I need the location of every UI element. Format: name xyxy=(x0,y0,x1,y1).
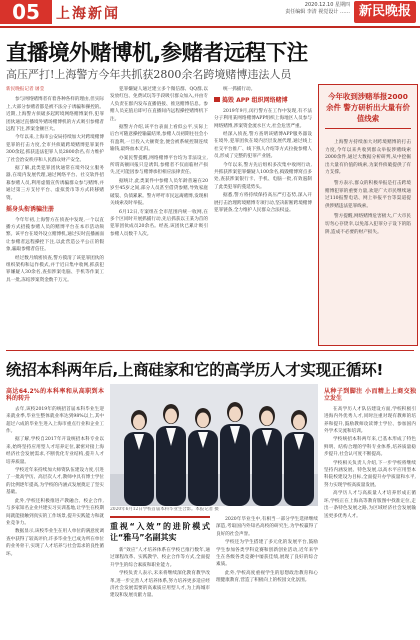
paragraph: 学校统招本科两年来,已基本形成了特色鲜明、结构合理的学科专业体系,培养质量稳步提升,社会认可度不断提高。 xyxy=(324,437,416,458)
paragraph: 据统计,此类案件中参赌人员年龄普遍在20岁至45岁之间,部分人员甚至借贷参赌,导致家庭破裂、负债累累。警方呼吁市民远离赌博,发现相关线索及时举报。 xyxy=(110,178,208,207)
story3-subheading: 捣毁 APP 组织网络赌博 xyxy=(214,97,312,104)
paragraph: 统一抓捕行动。 xyxy=(223,87,256,92)
header-divider xyxy=(0,26,420,28)
red-bar-icon xyxy=(214,97,220,102)
paragraph: 据悉,警方将持续保持高压严打态势,深入开展打击治理跨境赌博专项行动,坚决斩断跨境赌博犯罪链条,全力维护人民群众合法权益。 xyxy=(214,193,312,214)
story2-column xyxy=(110,86,208,344)
story1-column xyxy=(6,86,104,344)
story4-column xyxy=(6,384,104,636)
photo-caption: 2020年6月12日学校首届本科毕业生合影。本报记者 摄 xyxy=(110,507,219,512)
paragraph: 数据显示,该校毕业生在用人单位的满意度调查中获得了较高评价,许多毕业生已成为所在单位的业务骨干,实现了人才培养与社会需求的良性循环。 xyxy=(6,529,104,557)
paragraph: 犯罪嫌疑人通过建立多个微信群、QQ群,以发放红包、免费试玩等手段吸引群众加入,并由专人负责在群内发布直播链接、推送赌博信息。参赌人员充值后即可在直播间内远程操控赌博机下注。 xyxy=(110,87,208,122)
header-meta xyxy=(270,2,350,16)
paragraph: 高学历人才与高质量人才培养形成正循环,学校正在上海高等教育版图中找准定位,走出一条特色发展之路,为区域经济社会发展输送更多优秀人才。 xyxy=(324,491,416,519)
paragraph: 学校负责人表示,未来将继续深化教育教学改革,进一步完善人才培养体系,努力培养更多适应经济社会发展需要的高素质应用型人才,为上海城市建设和发展贡献力量。 xyxy=(110,571,210,599)
section-title: 上海新闻 xyxy=(56,6,120,22)
paragraph: 学校相关负责人介绍,下一步学校将继续坚持内涵发展、特色发展,以高水平应用型本科院校建设为目标,全面提升办学质量和水平,努力实现学校高质量发展。 xyxy=(324,460,416,488)
paragraph: 今年以来,警方先后组织多次集中收网行动,共抓获涉案犯罪嫌疑人100余名,捣毁赌博窝点多处,查获涉案银行卡、手机、电脑一批,有效遏制了此类犯罪的蔓延势头。 xyxy=(214,162,312,190)
sidebar-box xyxy=(318,84,418,346)
paragraph: 办案民警提醒,网络赌博平台均为非法设立,所谓高额回报只是诱饵,参赌者不仅面临财产损失,还可能因参与赌博承担相应法律责任。 xyxy=(110,155,208,176)
paragraph: 参与网络赌博者有着各种各样的理由,但实际上,大部分参赌者都是被不法分子诱骗和操控的。近期,上海警方侦破多起跨境网络赌博案件,犯罪团伙通过直播境外赌场赌博机的方式吸引参赌者远程下注,涉案金额巨大。 xyxy=(6,97,104,133)
paragraph: 据了解,此类犯罪团伙通常在境外设立服务器,在境内发展代理,通过网络平台、社交软件招募参赌人员,利用虚假宣传诱骗群众参与赌博,并通过第三方支付平台、虚拟货币等方式转移赌资。 xyxy=(6,166,104,201)
paragraph: 据了解,学校自2017年开设统招本科专业以来,始终坚持应用型人才培养定位,紧密对接上海经济社会发展需求,不断优化专业结构,提升人才培养质量。 xyxy=(6,437,104,465)
paragraph: 2019年9月,闵行警方在工作中发现,有不法分子利用某网络赌博APP组织上海地区人员参与网络赌博,涉案资金流水巨大,社会危害严重。 xyxy=(214,108,312,129)
paragraph: 警方表示,群众的积极举报是打击跨境赌博犯罪的重要力量,欢迎广大市民继续通过110报警电话、网上举报平台等渠道提供涉赌违法犯罪线索。 xyxy=(325,180,411,209)
graduates-photo xyxy=(110,384,318,506)
section-number: 05 xyxy=(0,0,52,24)
paragraph: 今年年初,上海警方在侦查中发现,一个以直播方式招揽参赌人员的赌博平台在本市活动频繁。该平台在境外设立赌博机,通过实时直播画面让参赌者远程操控下注,以此营造公平公正的假象,骗取参赌者信任。 xyxy=(6,217,104,253)
paragraph: 学校近年来持续加大师资队伍建设力度,引进了一批高学历、高层次人才,教师中具有博士学位的比例逐年提高,为学校的内涵式发展奠定了坚实基础。 xyxy=(6,468,104,496)
story7-subheading: 从种子到脚注 小而精上上商交独立发生 xyxy=(324,388,416,403)
section-divider xyxy=(6,350,414,351)
paragraph: 今年以来,上海市公安局持续加大对跨境赌博犯罪的打击力度,全市共侦破跨境赌博犯罪案件300余起,抓获违法犯罪人员2800余名,有力维护了社会治安秩序和人民群众财产安全。 xyxy=(6,135,104,163)
second-headline: 统招本科两年后,上商硅家和它的高学历人才实现正循环! xyxy=(6,361,384,379)
story5-column xyxy=(110,516,210,636)
story4-subheading: 高达64.2%的本科率和从高职到本科的转升 xyxy=(6,388,104,403)
paragraph: 6月12日,专案组在全市范围内统一收网,在多个区同时开展抓捕行动,先后抓获以王某为首的犯罪团伙成员20余名。经查,该团伙已累计吸引参赌人员数千人次。 xyxy=(110,209,208,237)
story5-title: 重视“入效”的进阶模式让“雅马”名副其实 xyxy=(110,516,210,543)
paragraph: 据警方介绍,该平台表面上看似公平,实际上后台可随意操控输赢结果,参赌人员初期往往会小有盈利,一旦投入大额资金,便会被系统控制连续输钱,最终血本无归。 xyxy=(110,125,208,153)
paragraph: 此外,学校还积极推进产教融合、校企合作,与多家知名企业共建实习实训基地,让学生在校期间就能接触到真实的工作场景,提升实践能力和就业竞争力。 xyxy=(6,498,104,526)
sidebar-body xyxy=(325,139,411,236)
paragraph: 经深入侦查,警方查明该赌博APP服务器设在境外,犯罪团伙在境内层层发展代理,通过线上社交平台推广、线下熟人介绍等方式拉拢参赌人员,形成了完整的犯罪产业链。 xyxy=(214,132,312,160)
story7-column xyxy=(324,384,416,636)
main-headline: 直播境外赌博机,参赌者远程下注 xyxy=(6,41,308,66)
paragraph: 新“效应”人才培养体系在学校已推行数年,通过课程改革、实践教学、校企合作等方式,全面提升学生的综合素质和职业能力。 xyxy=(110,548,210,568)
paragraph: 2020年毕业生中,有相当一部分学生选择继续深造,考取国内外知名高校的研究生,为学校赢得了良好的社会声誉。 xyxy=(216,517,318,537)
sidebar-title: 今年收到涉赌举报2000余件 警方研析出大量有价值线索 xyxy=(326,92,410,123)
sidebar-divider xyxy=(325,128,411,129)
page-header xyxy=(0,0,420,26)
story1-subheading: 摇身头衔诱骗注册 xyxy=(6,206,55,214)
paragraph: 上海警方持续加大对跨境赌博的打击力度,今年以来共收到群众举报涉赌线索2000余件,通过大数据分析研判,从中挖掘出大量有价值的线索,为案件侦破提供了有力支撑。 xyxy=(325,140,411,176)
paragraph: 此外,学校高度重视学生的思想政治教育和心理健康教育,营造了积极向上的校园文化氛围。 xyxy=(216,570,318,584)
story3-column xyxy=(214,86,312,344)
byline: 新民晚报记者 屠莹 xyxy=(6,87,45,92)
paragraph: 去年,该校2019年的统招首届本科毕业生迎来就业季,毕业生整体就业率达到98%以上,其中超过六成的毕业生进入上海市重点行业和企业工作。 xyxy=(6,406,104,435)
graduates-illustration xyxy=(110,384,318,506)
paragraph: 警方提醒,网络赌博危害极大,广大市民切勿心存侥幸,以免落入犯罪分子设下的陷阱,造成不必要的财产损失。 xyxy=(325,214,411,235)
header-date: 2020.12.10 星期四 xyxy=(304,2,350,8)
paragraph: 学校还为学生搭建了多元化的发展平台,鼓励学生参加各类学科竞赛和创新创业活动,近年来学生在各级各类竞赛中屡获佳绩,展现了良好的综合素质。 xyxy=(216,540,318,568)
story6-column xyxy=(216,516,318,636)
newspaper-logo: 新民晚报 xyxy=(354,1,416,23)
main-subheadline: 高压严打!上海警方今年共抓获2800余名跨境赌博违法人员 xyxy=(6,68,292,81)
paragraph: 经过数月缜密侦查,警方摸清了该犯罪团伙的组织架构和运作模式,并于近日集中收网,抓获犯罪嫌疑人30余名,查扣涉案电脑、手机等作案工具一批,冻结涉案资金数千万元。 xyxy=(6,255,104,283)
header-editor: 责任编辑 李清 视觉设计 …… xyxy=(285,9,350,15)
paragraph: 在高学历人才队伍建设方面,学校积极引进海内外优秀人才,同时注重对现有教师的培养和提升,鼓励教师攻读博士学位、参加国内外学术交流和培训。 xyxy=(324,406,416,435)
